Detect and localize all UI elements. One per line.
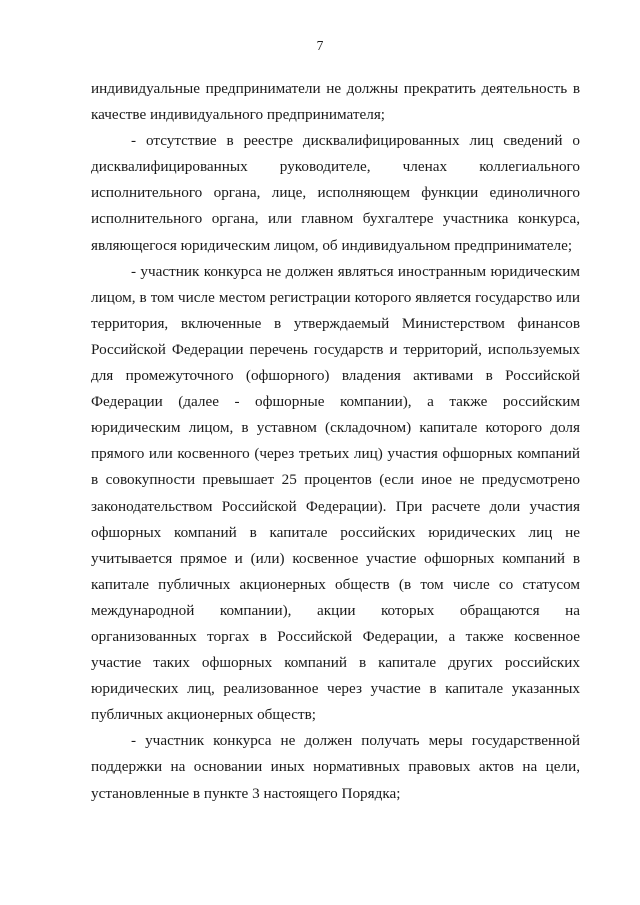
document-body [91, 76, 580, 807]
paragraph-continuation: индивидуальные предприниматели не должны прекратить деятельность в качестве индивидуального предпринимателя; [91, 80, 580, 124]
paragraph-state-support: - участник конкурса не должен получать меры государственной поддержки на основании иных нормативных правовых актов на цели, установленные в пункте 3 настоящего Порядка; [91, 732, 580, 802]
page-number: 7 [316, 38, 324, 53]
paragraph-disqualified-persons: - отсутствие в реестре дисквалифицированных лиц сведений о дисквалифицированных руководителе, членах коллегиального исполнительного органа, лице, исполняющем функции единоличного исполнительного органа, или главном бухгалтере участника конкурса, являющегося юридическим лицом, об индивидуальном предпринимателе; [91, 132, 580, 254]
paragraph-offshore-companies: - участник конкурса не должен являться иностранным юридическим лицом, в том числе местом регистрации которого является государство или территория, включенные в утверждаемый Министерством финансов Российской Федерации перечень государств и территорий, используемых для промежуточного (офшорного) владения активами в Российской Федерации (далее - офшорные компании), а также российским юридическим лицом, в уставном (складочном) капитале которого доля прямого или косвенного (через третьих лиц) участия офшорных компаний в совокупности превышает 25 процентов (если иное не предусмотрено законодательством Российской Федерации). При расчете доли участия офшорных компаний в капитале российских юридических лиц не учитывается прямое и (или) косвенное участие офшорных компаний в капитале публичных акционерных обществ (в том числе со статусом международной компании), акции которых обращаются на организованных торгах в Российской Федерации, а также косвенное участие таких офшорных компаний в капитале других российских юридических лиц, реализованное через участие в капитале указанных публичных акционерных обществ; [91, 262, 580, 724]
